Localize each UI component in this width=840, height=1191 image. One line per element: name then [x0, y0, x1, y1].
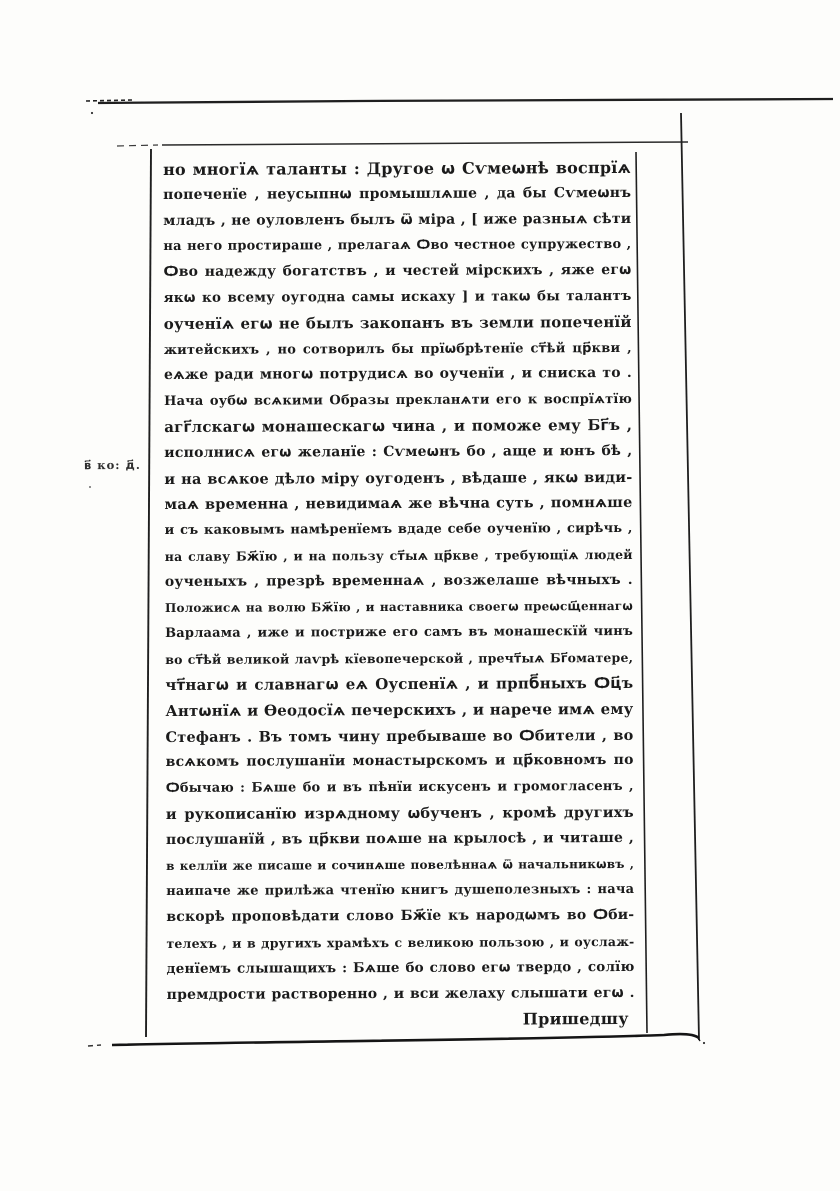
text-line: якѡ ко всему оугодна самы искаху ] и такѡ бы талантъ	[163, 287, 632, 306]
text-line: Антѡнїѧ и Ѳеодосїѧ печерскихъ , и нарече имѧ ему	[165, 699, 634, 720]
text-line: вскорѣ проповѣдати слово Бж҃їе къ народѡмъ во Ѻби-	[166, 907, 635, 926]
text-line: Стефанъ . Въ томъ чину пребываше во Ѻбители , во	[165, 726, 634, 746]
text-line: чт҃нагѡ и славнагѡ еѧ Оуспенїѧ , и прпб҃ныхъ Ѻц҃ъ	[165, 673, 634, 694]
text-line: Положисѧ на волю Бж҃їю , и наставника своегѡ преѡсщ҃еннагѡ	[164, 598, 633, 615]
text-line: Варлаама , иже и постриже его самъ въ монашескїй чинъ	[165, 624, 634, 642]
text-line: оученїѧ егѡ не былъ закопанъ въ земли попеченїй	[163, 312, 632, 333]
text-line: и съ каковымъ намѣренїемъ вдаде себе оученїю , сирѣчь ,	[164, 521, 633, 539]
text-block	[163, 155, 635, 1034]
text-line: младъ , не оуловленъ былъ ѿ міра , [ иже разныѧ сѣти	[163, 210, 632, 229]
text-line: послушанїй , въ цр҃кви поѧше на крылосѣ , и читаше ,	[165, 829, 635, 848]
text-line: в келлїи же писаше и сочинѧше повелѣннаѧ ѿ начальникѡвъ ,	[166, 856, 635, 873]
text-line: маѧ временна , невидимаѧ же вѣчна суть , помнѧше	[164, 494, 633, 514]
text-line: агг҃лскагѡ монашескагѡ чина , и поможе ему Бг҃ъ ,	[164, 415, 633, 436]
catchword: Пришедшу	[522, 1009, 629, 1029]
text-line: оученыхъ , презрѣ временнаѧ , возжелаше вѣчныхъ .	[164, 571, 633, 590]
text-line: всѧкомъ послушанїи монастырскомъ и цр҃ковномъ по	[165, 752, 634, 771]
margin-note: в҃ ко: д҃.	[83, 457, 141, 473]
text-line: Нача оубѡ всѧкими Образы прекланѧти его к воспрїѧтїю	[164, 392, 633, 410]
text-line: и на всѧкое дѣло міру оугоденъ , вѣдаше , якѡ види-	[164, 468, 633, 488]
text-line: Ѻво надежду богатствъ , и честей мірскихъ , яже егѡ	[163, 262, 632, 281]
text-line: житейскихъ , но сотворилъ бы прїѡбрѣтенїе ст҃ѣй цр҃кви ,	[163, 340, 632, 358]
text-line: премдрости растворенно , и вси желаху слышати егѡ .	[166, 984, 635, 1003]
text-line: но многїѧ таланты : Другое ѡ Сѵмеѡнѣ воспрїѧ	[163, 157, 632, 179]
text-line: телехъ , и в другихъ храмѣхъ с великою пользою , и оуслаж-	[166, 933, 635, 951]
text-line: во ст҃ѣй великой лаѵрѣ кїевопечерской , пречт҃ыѧ Бг҃оматере,	[165, 650, 634, 668]
text-line: наипаче же прилѣжа чтенїю книгъ душеполезныхъ : нача	[166, 882, 635, 900]
text-line: на славу Бж҃їю , и на пользу ст҃ыѧ цр҃кве , требующїѧ людей	[164, 546, 633, 564]
text-line: исполнисѧ егѡ желанїе : Сѵмеѡнъ бо , аще и юнъ бѣ ,	[164, 442, 633, 461]
text-line: еѧже ради многѡ потрудисѧ во оученїи , и сниска то .	[163, 365, 632, 384]
text-line: денїемъ слышащихъ : Бѧше бо слово егѡ твердо , солїю	[166, 958, 635, 977]
text-line: на него простираше , прелагаѧ Ѻво честное супружество ,	[163, 237, 632, 255]
text-line: и рукописанїю изрѧдному ѡбученъ , кромѣ другихъ	[165, 803, 634, 823]
text-line: Ѻбычаю : Бѧше бо и въ пѣнїи искусенъ и громогласенъ ,	[165, 779, 634, 797]
text-line: попеченїе , неусыпнѡ промышлѧше , да бы Сѵмеѡнъ	[163, 184, 632, 203]
